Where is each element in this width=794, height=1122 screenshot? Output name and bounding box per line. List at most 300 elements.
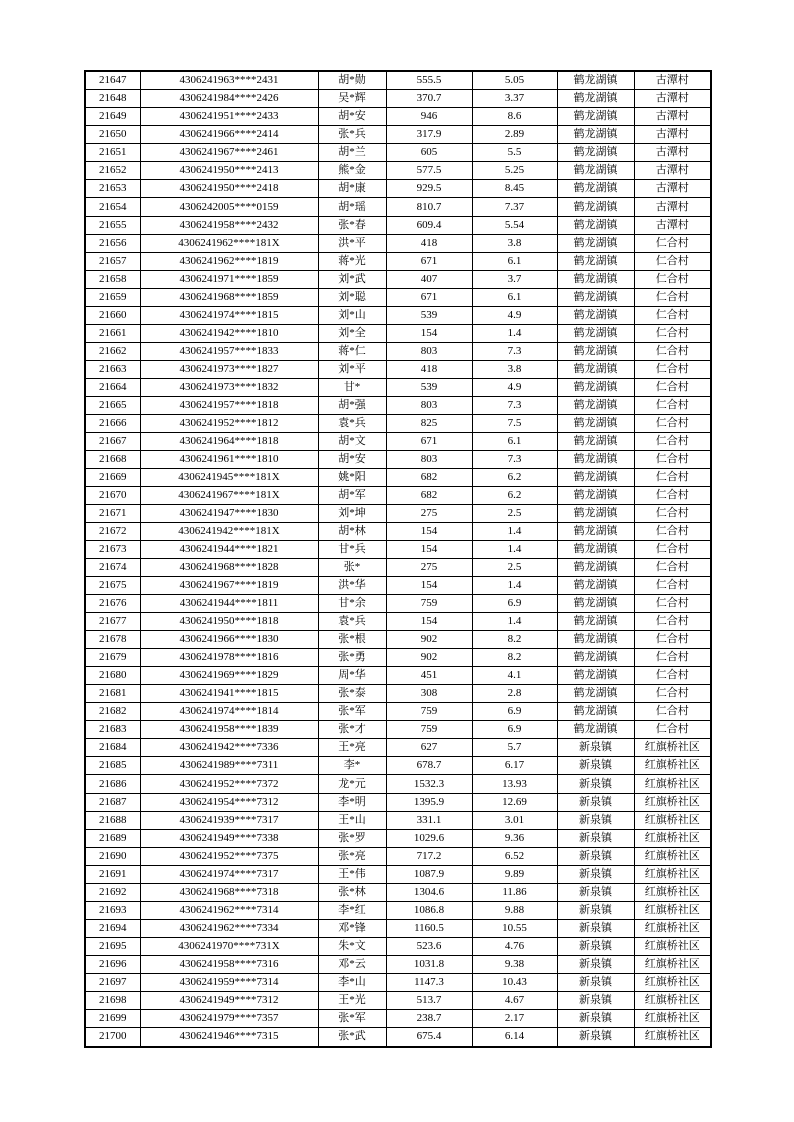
table-row [85, 703, 711, 721]
cell-town: 新泉镇 [557, 1027, 634, 1047]
cell-seq: 21682 [85, 703, 140, 721]
cell-value-2: 8.6 [472, 108, 557, 126]
cell-seq: 21655 [85, 216, 140, 234]
cell-masked-id: 4306241961****1810 [140, 450, 318, 468]
cell-value-1: 154 [386, 613, 472, 631]
cell-village: 仁合村 [634, 432, 711, 450]
table-row [85, 757, 711, 775]
cell-masked-id: 4306241962****181X [140, 234, 318, 252]
cell-value-2: 1.4 [472, 541, 557, 559]
cell-seq: 21676 [85, 595, 140, 613]
cell-masked-name: 胡*瑶 [318, 198, 386, 216]
cell-village: 古潭村 [634, 162, 711, 180]
cell-masked-id: 4306241958****2432 [140, 216, 318, 234]
table-row [85, 468, 711, 486]
cell-value-1: 803 [386, 396, 472, 414]
cell-village: 古潭村 [634, 180, 711, 198]
cell-value-2: 10.55 [472, 919, 557, 937]
cell-masked-name: 姚*阳 [318, 468, 386, 486]
cell-value-2: 6.52 [472, 847, 557, 865]
cell-town: 鹤龙湖镇 [557, 486, 634, 504]
cell-masked-name: 甘* [318, 378, 386, 396]
cell-town: 新泉镇 [557, 955, 634, 973]
cell-value-2: 2.8 [472, 685, 557, 703]
cell-village: 红旗桥社区 [634, 937, 711, 955]
cell-value-1: 523.6 [386, 937, 472, 955]
cell-seq: 21686 [85, 775, 140, 793]
cell-seq: 21698 [85, 991, 140, 1009]
table-row [85, 198, 711, 216]
cell-masked-id: 4306241952****1812 [140, 414, 318, 432]
cell-masked-name: 李*山 [318, 973, 386, 991]
cell-village: 仁合村 [634, 414, 711, 432]
table-row [85, 991, 711, 1009]
cell-value-1: 1160.5 [386, 919, 472, 937]
cell-village: 仁合村 [634, 703, 711, 721]
cell-seq: 21696 [85, 955, 140, 973]
cell-value-2: 6.1 [472, 432, 557, 450]
cell-seq: 21652 [85, 162, 140, 180]
cell-masked-id: 4306241962****7314 [140, 901, 318, 919]
cell-value-1: 331.1 [386, 811, 472, 829]
cell-village: 仁合村 [634, 541, 711, 559]
cell-seq: 21667 [85, 432, 140, 450]
cell-village: 仁合村 [634, 721, 711, 739]
cell-village: 古潭村 [634, 198, 711, 216]
cell-masked-id: 4306241959****7314 [140, 973, 318, 991]
cell-value-2: 8.2 [472, 631, 557, 649]
table-row [85, 559, 711, 577]
cell-town: 新泉镇 [557, 811, 634, 829]
cell-value-2: 7.3 [472, 396, 557, 414]
cell-seq: 21680 [85, 667, 140, 685]
cell-town: 鹤龙湖镇 [557, 360, 634, 378]
cell-village: 仁合村 [634, 649, 711, 667]
cell-village: 仁合村 [634, 505, 711, 523]
cell-seq: 21656 [85, 234, 140, 252]
cell-value-2: 6.2 [472, 468, 557, 486]
cell-value-2: 1.4 [472, 523, 557, 541]
cell-masked-id: 4306241946****7315 [140, 1027, 318, 1047]
cell-seq: 21689 [85, 829, 140, 847]
cell-seq: 21649 [85, 108, 140, 126]
cell-value-1: 275 [386, 559, 472, 577]
cell-value-1: 154 [386, 577, 472, 595]
table-row [85, 577, 711, 595]
cell-masked-name: 刘*全 [318, 324, 386, 342]
records-table-body [85, 71, 711, 1047]
cell-town: 鹤龙湖镇 [557, 198, 634, 216]
cell-masked-name: 吴*辉 [318, 90, 386, 108]
cell-value-1: 539 [386, 306, 472, 324]
cell-town: 鹤龙湖镇 [557, 613, 634, 631]
table-row [85, 523, 711, 541]
cell-value-1: 1532.3 [386, 775, 472, 793]
cell-value-1: 370.7 [386, 90, 472, 108]
table-row [85, 144, 711, 162]
table-row [85, 1027, 711, 1047]
cell-value-1: 678.7 [386, 757, 472, 775]
cell-masked-id: 4306241944****1821 [140, 541, 318, 559]
cell-value-2: 7.5 [472, 414, 557, 432]
cell-seq: 21681 [85, 685, 140, 703]
cell-masked-id: 4306241950****2413 [140, 162, 318, 180]
cell-masked-name: 刘*山 [318, 306, 386, 324]
table-row [85, 649, 711, 667]
cell-masked-id: 4306241967****181X [140, 486, 318, 504]
cell-seq: 21663 [85, 360, 140, 378]
cell-value-2: 9.38 [472, 955, 557, 973]
cell-village: 仁合村 [634, 378, 711, 396]
cell-masked-id: 4306241984****2426 [140, 90, 318, 108]
cell-town: 鹤龙湖镇 [557, 685, 634, 703]
cell-town: 鹤龙湖镇 [557, 450, 634, 468]
cell-village: 红旗桥社区 [634, 973, 711, 991]
cell-masked-name: 李*红 [318, 901, 386, 919]
table-row [85, 667, 711, 685]
cell-village: 古潭村 [634, 71, 711, 90]
cell-seq: 21647 [85, 71, 140, 90]
cell-seq: 21700 [85, 1027, 140, 1047]
cell-value-2: 4.9 [472, 378, 557, 396]
cell-town: 鹤龙湖镇 [557, 108, 634, 126]
cell-village: 仁合村 [634, 595, 711, 613]
cell-value-2: 6.14 [472, 1027, 557, 1047]
cell-masked-name: 张*春 [318, 216, 386, 234]
cell-town: 新泉镇 [557, 919, 634, 937]
cell-value-1: 627 [386, 739, 472, 757]
cell-masked-name: 胡*军 [318, 486, 386, 504]
cell-masked-name: 胡*文 [318, 432, 386, 450]
table-row [85, 108, 711, 126]
table-row [85, 252, 711, 270]
cell-masked-name: 胡*强 [318, 396, 386, 414]
cell-village: 古潭村 [634, 144, 711, 162]
cell-masked-id: 4306241970****731X [140, 937, 318, 955]
cell-value-2: 7.37 [472, 198, 557, 216]
cell-value-1: 803 [386, 342, 472, 360]
cell-masked-id: 4306241974****1814 [140, 703, 318, 721]
cell-town: 新泉镇 [557, 793, 634, 811]
cell-masked-name: 张*才 [318, 721, 386, 739]
cell-town: 新泉镇 [557, 865, 634, 883]
cell-masked-name: 张*根 [318, 631, 386, 649]
cell-masked-name: 张*武 [318, 1027, 386, 1047]
table-row [85, 595, 711, 613]
cell-seq: 21671 [85, 505, 140, 523]
cell-town: 鹤龙湖镇 [557, 667, 634, 685]
cell-masked-name: 张*亮 [318, 847, 386, 865]
cell-village: 仁合村 [634, 631, 711, 649]
cell-seq: 21664 [85, 378, 140, 396]
cell-masked-name: 张*军 [318, 703, 386, 721]
cell-town: 鹤龙湖镇 [557, 432, 634, 450]
cell-seq: 21691 [85, 865, 140, 883]
cell-masked-name: 洪*华 [318, 577, 386, 595]
cell-village: 红旗桥社区 [634, 955, 711, 973]
cell-value-2: 9.88 [472, 901, 557, 919]
table-row [85, 71, 711, 90]
cell-masked-name: 刘*坤 [318, 505, 386, 523]
cell-village: 仁合村 [634, 486, 711, 504]
cell-town: 鹤龙湖镇 [557, 378, 634, 396]
cell-value-2: 5.25 [472, 162, 557, 180]
cell-value-1: 451 [386, 667, 472, 685]
cell-town: 新泉镇 [557, 775, 634, 793]
cell-seq: 21666 [85, 414, 140, 432]
cell-village: 红旗桥社区 [634, 901, 711, 919]
cell-masked-id: 4306241967****2461 [140, 144, 318, 162]
cell-masked-id: 4306241978****1816 [140, 649, 318, 667]
cell-value-1: 513.7 [386, 991, 472, 1009]
cell-town: 新泉镇 [557, 901, 634, 919]
cell-masked-name: 王*伟 [318, 865, 386, 883]
cell-value-2: 2.5 [472, 505, 557, 523]
cell-value-1: 825 [386, 414, 472, 432]
cell-seq: 21697 [85, 973, 140, 991]
cell-masked-id: 4306241967****1819 [140, 577, 318, 595]
cell-town: 鹤龙湖镇 [557, 306, 634, 324]
table-row [85, 739, 711, 757]
cell-village: 仁合村 [634, 324, 711, 342]
cell-seq: 21654 [85, 198, 140, 216]
cell-village: 仁合村 [634, 234, 711, 252]
cell-seq: 21657 [85, 252, 140, 270]
cell-value-1: 671 [386, 432, 472, 450]
table-row [85, 306, 711, 324]
cell-masked-id: 4306241968****7318 [140, 883, 318, 901]
cell-value-2: 5.54 [472, 216, 557, 234]
cell-seq: 21677 [85, 613, 140, 631]
cell-value-2: 9.36 [472, 829, 557, 847]
cell-masked-name: 朱*文 [318, 937, 386, 955]
cell-seq: 21668 [85, 450, 140, 468]
cell-village: 红旗桥社区 [634, 739, 711, 757]
cell-town: 鹤龙湖镇 [557, 721, 634, 739]
cell-masked-name: 甘*兵 [318, 541, 386, 559]
cell-masked-name: 刘*武 [318, 270, 386, 288]
cell-seq: 21693 [85, 901, 140, 919]
cell-value-2: 4.9 [472, 306, 557, 324]
cell-masked-id: 4306241942****7336 [140, 739, 318, 757]
cell-town: 鹤龙湖镇 [557, 559, 634, 577]
cell-seq: 21659 [85, 288, 140, 306]
cell-masked-id: 4306241950****2418 [140, 180, 318, 198]
cell-seq: 21653 [85, 180, 140, 198]
cell-masked-name: 王*山 [318, 811, 386, 829]
cell-value-1: 1395.9 [386, 793, 472, 811]
cell-seq: 21651 [85, 144, 140, 162]
table-row [85, 216, 711, 234]
cell-masked-id: 4306241958****7316 [140, 955, 318, 973]
cell-value-2: 3.01 [472, 811, 557, 829]
cell-village: 仁合村 [634, 468, 711, 486]
cell-town: 鹤龙湖镇 [557, 577, 634, 595]
table-row [85, 234, 711, 252]
cell-value-1: 902 [386, 649, 472, 667]
cell-town: 新泉镇 [557, 883, 634, 901]
cell-value-2: 7.3 [472, 450, 557, 468]
cell-village: 红旗桥社区 [634, 793, 711, 811]
cell-masked-name: 胡*林 [318, 523, 386, 541]
cell-town: 鹤龙湖镇 [557, 162, 634, 180]
cell-masked-name: 熊*金 [318, 162, 386, 180]
table-row [85, 432, 711, 450]
table-row [85, 847, 711, 865]
table-row [85, 270, 711, 288]
cell-value-2: 6.1 [472, 252, 557, 270]
cell-masked-name: 张*泰 [318, 685, 386, 703]
table-row [85, 1009, 711, 1027]
cell-value-1: 407 [386, 270, 472, 288]
cell-value-2: 12.69 [472, 793, 557, 811]
cell-masked-name: 蒋*光 [318, 252, 386, 270]
cell-masked-id: 4306241957****1833 [140, 342, 318, 360]
cell-value-2: 11.86 [472, 883, 557, 901]
cell-seq: 21685 [85, 757, 140, 775]
cell-seq: 21688 [85, 811, 140, 829]
cell-village: 红旗桥社区 [634, 1009, 711, 1027]
cell-value-2: 3.37 [472, 90, 557, 108]
cell-masked-name: 刘*聪 [318, 288, 386, 306]
cell-town: 鹤龙湖镇 [557, 126, 634, 144]
cell-village: 红旗桥社区 [634, 919, 711, 937]
table-row [85, 90, 711, 108]
cell-value-1: 418 [386, 360, 472, 378]
cell-seq: 21660 [85, 306, 140, 324]
cell-seq: 21678 [85, 631, 140, 649]
cell-seq: 21694 [85, 919, 140, 937]
cell-town: 新泉镇 [557, 937, 634, 955]
cell-village: 仁合村 [634, 450, 711, 468]
cell-seq: 21690 [85, 847, 140, 865]
cell-masked-id: 4306241949****7312 [140, 991, 318, 1009]
cell-seq: 21658 [85, 270, 140, 288]
cell-town: 鹤龙湖镇 [557, 144, 634, 162]
cell-masked-name: 胡*康 [318, 180, 386, 198]
table-row [85, 829, 711, 847]
cell-town: 鹤龙湖镇 [557, 396, 634, 414]
cell-value-2: 7.3 [472, 342, 557, 360]
cell-masked-name: 李* [318, 757, 386, 775]
table-row [85, 288, 711, 306]
cell-masked-id: 4306241957****1818 [140, 396, 318, 414]
table-row [85, 486, 711, 504]
table-row [85, 865, 711, 883]
cell-village: 红旗桥社区 [634, 883, 711, 901]
cell-masked-id: 4306241974****7317 [140, 865, 318, 883]
cell-village: 仁合村 [634, 306, 711, 324]
cell-town: 鹤龙湖镇 [557, 505, 634, 523]
cell-masked-id: 4306241971****1859 [140, 270, 318, 288]
cell-value-1: 154 [386, 523, 472, 541]
cell-masked-id: 4306241962****7334 [140, 919, 318, 937]
table-row [85, 685, 711, 703]
cell-masked-id: 4306241958****1839 [140, 721, 318, 739]
cell-value-1: 671 [386, 252, 472, 270]
cell-masked-name: 王*亮 [318, 739, 386, 757]
cell-town: 鹤龙湖镇 [557, 523, 634, 541]
cell-seq: 21665 [85, 396, 140, 414]
cell-value-1: 1304.6 [386, 883, 472, 901]
cell-village: 古潭村 [634, 90, 711, 108]
cell-town: 新泉镇 [557, 1009, 634, 1027]
cell-masked-id: 4306241964****1818 [140, 432, 318, 450]
cell-masked-id: 4306241942****1810 [140, 324, 318, 342]
cell-value-1: 577.5 [386, 162, 472, 180]
cell-value-2: 2.5 [472, 559, 557, 577]
cell-seq: 21683 [85, 721, 140, 739]
cell-village: 红旗桥社区 [634, 865, 711, 883]
cell-village: 仁合村 [634, 360, 711, 378]
cell-village: 红旗桥社区 [634, 775, 711, 793]
table-row [85, 631, 711, 649]
table-row [85, 793, 711, 811]
cell-value-1: 803 [386, 450, 472, 468]
cell-value-1: 1031.8 [386, 955, 472, 973]
cell-value-2: 3.8 [472, 360, 557, 378]
cell-masked-name: 胡*安 [318, 450, 386, 468]
cell-value-1: 238.7 [386, 1009, 472, 1027]
cell-masked-name: 蒋*仁 [318, 342, 386, 360]
cell-value-2: 5.05 [472, 71, 557, 90]
table-row [85, 919, 711, 937]
cell-masked-id: 4306241947****1830 [140, 505, 318, 523]
cell-masked-name: 洪*平 [318, 234, 386, 252]
cell-value-1: 154 [386, 541, 472, 559]
table-row [85, 613, 711, 631]
cell-masked-name: 张*兵 [318, 126, 386, 144]
cell-value-1: 154 [386, 324, 472, 342]
cell-masked-id: 4306241968****1828 [140, 559, 318, 577]
cell-masked-name: 袁*兵 [318, 414, 386, 432]
cell-value-2: 3.7 [472, 270, 557, 288]
cell-value-1: 605 [386, 144, 472, 162]
cell-masked-name: 张*勇 [318, 649, 386, 667]
table-row [85, 937, 711, 955]
cell-seq: 21684 [85, 739, 140, 757]
cell-masked-id: 4306242005****0159 [140, 198, 318, 216]
cell-masked-name: 邓*云 [318, 955, 386, 973]
cell-value-1: 671 [386, 288, 472, 306]
table-row [85, 541, 711, 559]
cell-seq: 21648 [85, 90, 140, 108]
cell-value-1: 609.4 [386, 216, 472, 234]
cell-town: 鹤龙湖镇 [557, 649, 634, 667]
cell-masked-id: 4306241979****7357 [140, 1009, 318, 1027]
cell-village: 古潭村 [634, 126, 711, 144]
cell-village: 红旗桥社区 [634, 991, 711, 1009]
cell-masked-name: 张* [318, 559, 386, 577]
cell-value-1: 1029.6 [386, 829, 472, 847]
cell-value-1: 675.4 [386, 1027, 472, 1047]
cell-masked-id: 4306241941****1815 [140, 685, 318, 703]
cell-seq: 21662 [85, 342, 140, 360]
cell-seq: 21687 [85, 793, 140, 811]
cell-masked-name: 周*华 [318, 667, 386, 685]
cell-value-2: 10.43 [472, 973, 557, 991]
cell-town: 鹤龙湖镇 [557, 595, 634, 613]
cell-village: 仁合村 [634, 270, 711, 288]
cell-value-2: 1.4 [472, 577, 557, 595]
cell-masked-id: 4306241973****1827 [140, 360, 318, 378]
cell-value-2: 6.1 [472, 288, 557, 306]
cell-village: 古潭村 [634, 108, 711, 126]
table-row [85, 505, 711, 523]
cell-value-2: 2.89 [472, 126, 557, 144]
cell-village: 仁合村 [634, 685, 711, 703]
cell-masked-name: 张*军 [318, 1009, 386, 1027]
